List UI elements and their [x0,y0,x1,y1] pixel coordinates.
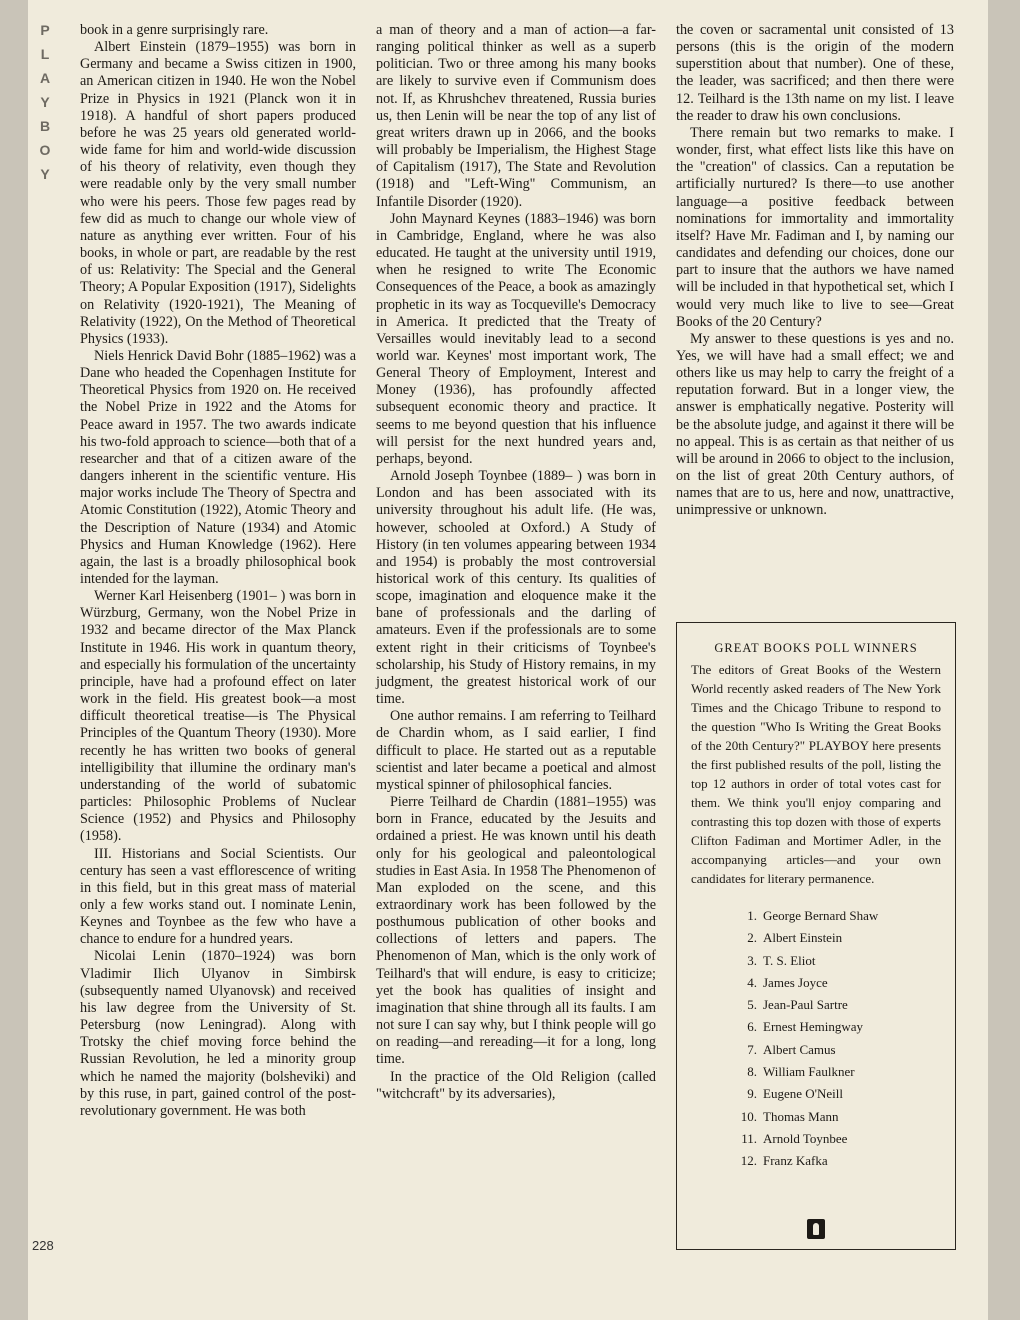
sidebar-body: The editors of Great Books of the Western World recently asked readers of The New York Times and the Chicago Tribune to respond to the question "Who Is Writing the Great Books of the 20th Century?" PLAYBOY here presents the first published results of the poll, listing the top 12 authors in order of total votes cast for them. We think you'll enjoy comparing and contrasting this top dozen with those of experts Clifton Fadiman and Mortimer Adler, in the accompanying articles—and your own candidates for literary permanence. [691,662,941,886]
list-item: 5. Jean-Paul Sartre [747,997,848,1013]
paragraph: Werner Karl Heisenberg (1901– ) was born in Würzburg, Germany, won the Nobel Prize in 1932 and became director of the Max Planck Institute in 1946. His work in quantum theory, and especially his formulation of the uncertainty principle, have had a profound effect on later work in the field. His greatest book—a most difficult theoretical treatise—is The Physical Principles of the Quantum Theory (1930). More recently he has written two books of general intelligibility that illumine the ordinary man's understanding of the world of subatomic particles: Philosophic Problems of Nuclear Science (1952) and Physics and Philosophy (1958). [80,588,356,845]
list-item: 10. Thomas Mann [740,1108,839,1124]
scan-edge-left [0,0,28,1320]
paragraph: Arnold Joseph Toynbee (1889– ) was born in London and has been associated with its university throughout his adult life. (He was, however, schooled at Oxford.) A Study of History (in ten volumes appearing between 1934 and 1954) is probably the most controversial historical work of this century. Its qualities of scope, imagination and eloquence make it the bane of professionals and the darling of amateurs. Even if the professionals are to some extent right in their criticisms of Toynbee's scholarship, his Study of History remains, in my judgment, the greatest historical work of our time. [376,468,656,708]
scan-edge-right [988,0,1020,1320]
paragraph: Pierre Teilhard de Chardin (1881–1955) was born in France, educated by the Jesuits and ordained a priest. He was known until his death only for his geological and paleontological studies in East Asia. In 1958 The Phenomenon of Man exploded on the scene, and this extraordinary work has been followed by the posthumous publication of other books and collections of letters and papers. The Phenomenon of Man, which is the only work of Teilhard's that will endure, is easy to criticize; yet the book has qualities of insight and imagination that shine through all its faults. I am not sure I can say why, but I think people will go on reading—and rereading—it for a long, long time. [376,794,656,1068]
list-item: 4. James Joyce [747,974,828,990]
paragraph: book in a genre surprisingly rare. [80,22,269,38]
list-item: 6. Ernest Hemingway [747,1019,864,1035]
sidebar-heading: GREAT BOOKS POLL WINNERS [714,641,918,655]
page-number: 228 [32,1238,54,1253]
paragraph: Albert Einstein (1879–1955) was born in Germany and became a Swiss citizen in 1900, an American citizen in 1940. He won the Nobel Prize in Physics in 1921 (Planck won it in 1918). A handful of short papers produced before he was 25 years old generated world-wide fame for him and world-wide discussion of his theory of relativity, even though they were readable only by the very small number who were his peers. Those few pages read by few did as much to change our whole view of nature as anything ever written. Four of his books, in whole or part, are readable by the rest of us: Relativity: The Special and the General Theory; A Popular Exposition (1917), Sidelights on Relativity (1920-1921), The Meaning of Relativity (1922), On the Method of Theoretical Physics (1933). [80,39,356,347]
list-item: 8. William Faulkner [747,1064,855,1080]
list-item: 3. T. S. Eliot [747,952,816,968]
paragraph: One author remains. I am referring to Teilhard de Chardin whom, as I said earlier, I find difficult to place. He started out as a reputable scientist and later became a poetical and almost mystical spinner of philosophical fancies. [376,708,656,793]
paragraph: John Maynard Keynes (1883–1946) was born in Cambridge, England, where he was also educated. He taught at the university until 1919, when he resigned to write The Economic Consequences of the Peace, a book as amazingly prophetic in its way as Tocqueville's Democracy in America. It predicted that the Treaty of Versailles would inevitably lead to a second world war. Keynes' most important work, The General Theory of Employment, Interest and Money (1936), has profoundly affected subsequent economic theory and practice. It seems to me beyond question that his influence will persist for the next hundred years and, perhaps, beyond. [376,210,656,467]
list-item: 11. Arnold Toynbee [741,1130,848,1146]
paragraph: III. Historians and Social Scientists. Our century has seen a vast efflorescence of writing in this field, but in this great mass of material only a few works stand out. I nominate Lenin, Keynes and Toynbee as the few who have a chance to endure for a hundred years. [80,845,356,948]
article-column-2 [376,22,656,1103]
rabbit-logo-icon [807,1219,825,1239]
magazine-title-vertical: P L A Y B O Y [39,22,51,182]
list-item: 2. Albert Einstein [747,930,843,946]
poll-winners-box [676,622,956,1250]
winners-list [691,906,941,1174]
paragraph: Niels Henrick David Bohr (1885–1962) was a Dane who headed the Copenhagen Institute for Theoretical Physics from 1920 on. He received the Nobel Prize in 1922 and the Atoms for Peace award in 1957. The two awards indicate his two-fold approach to science—both that of a researcher and that of a citizen aware of the dangers inherent in the scientific venture. His major works include The Theory of Spectra and Atomic Constitution (1922), Atomic Theory and the Description of Nature (1934) and Atomic Physics and Human Knowledge (1962). Here again, the last is a broadly philosophical book intended for the layman. [80,347,356,587]
list-item: 12. Franz Kafka [740,1153,828,1169]
paragraph: My answer to these questions is yes and no. Yes, we will have had a small effect; we and others like us may help to carry the freight of a reputation forward. But in a longer view, the answer is emphatically negative. Posterity will be the absolute judge, and against it there will be no appeal. This is as certain as that neither of us will be around in 2066 to object to the inclusion, on the list of great 20th Century authors, of names that are to us, here and now, unattractive, unimpressive or unknown. [676,330,954,519]
article-column-1 [80,22,356,1120]
list-item: 9. Eugene O'Neill [747,1086,843,1102]
paragraph: Nicolai Lenin (1870–1924) was born Vladimir Ilich Ulyanov in Simbirsk (subsequently named Ulyanovsk) and received his law degree from the University of St. Petersburg (now Leningrad). Along with Trotsky the chief moving force behind the Russian Revolution, he led a minority group which he named the majority (bolsheviki) and by this ruse, in part, gained control of the post-revolutionary government. He was both [80,948,356,1119]
paragraph: There remain but two remarks to make. I wonder, first, what effect lists like this have on the "creation" of classics. Can a reputation be artificially nurtured? Is there—to use another language—a positive feedback between nominations for immortality and immortality itself? Have Mr. Fadiman and I, by naming our candidates and defending our choices, done our part to insure that the authors we have named will be included in that hypothetical set, which I would very much like to live to see—Great Books of the 20 Century? [676,124,954,330]
list-item: 1. George Bernard Shaw [747,908,879,923]
paragraph: In the practice of the Old Religion (called "witchcraft" by its adversaries), [376,1068,656,1102]
paragraph: the coven or sacramental unit consisted of 13 persons (this is the origin of the modern superstition about that number). One of these, the leader, was sacrificed; and then there were 12. Teilhard is the 13th name on my list. I leave the reader to draw his own conclusions. [676,22,954,124]
list-item: 7. Albert Camus [747,1041,836,1057]
article-column-3 [676,22,954,520]
paragraph: a man of theory and a man of action—a far-ranging political thinker as well as a superb politician. Two or three among his many books are likely to survive even if Communism does not. If, as Khrushchev threatened, Russia buries us, then Lenin will be near the top of any list of great writers drawn up in 2066, and the books will probably be Imperialism, the Highest Stage of Capitalism (1917), The State and Revolution (1918) and "Left-Wing" Communism, an Infantile Disorder (1920). [376,22,656,210]
